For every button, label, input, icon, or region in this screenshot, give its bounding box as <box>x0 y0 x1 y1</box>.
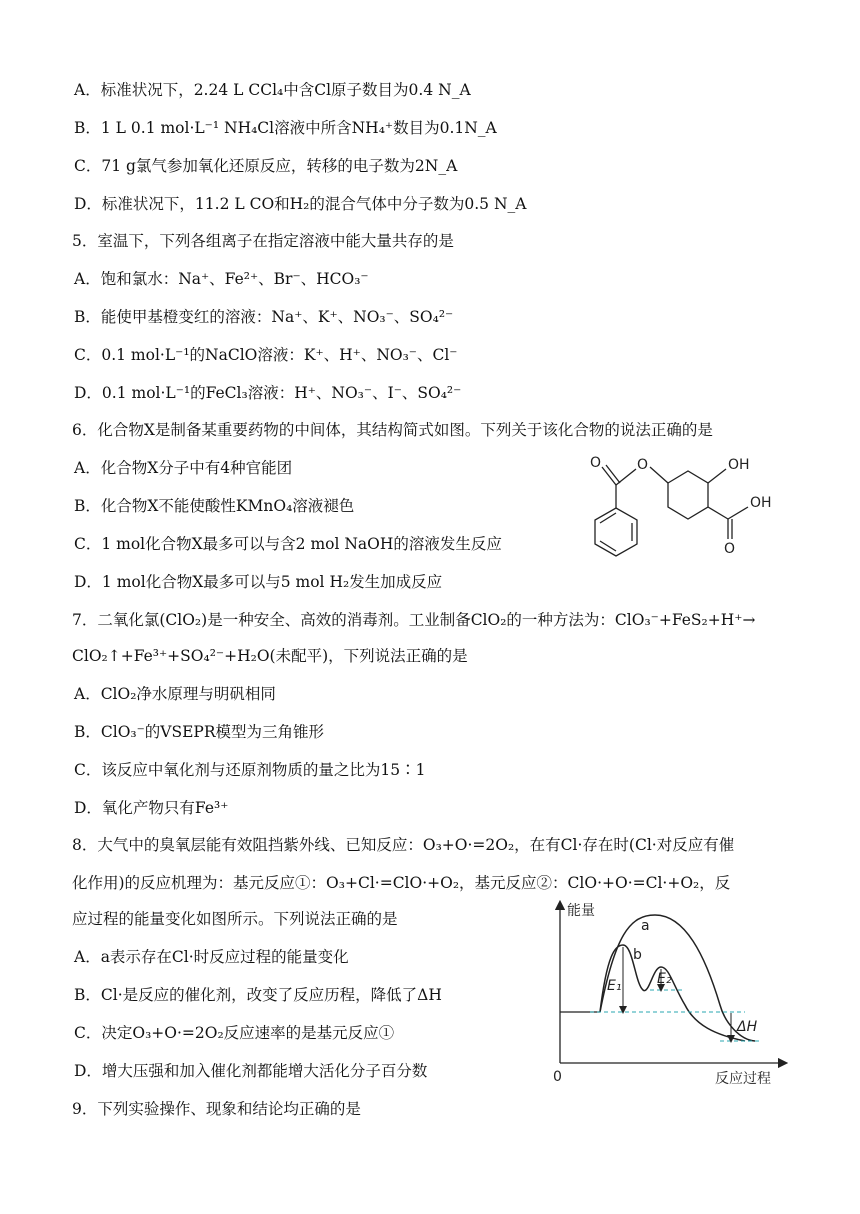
y-axis-label: 能量 <box>567 903 595 919</box>
origin-label: 0 <box>553 1069 562 1085</box>
q8-option-a: A．a表示存在Cl·时反应过程的能量变化 <box>74 948 349 966</box>
q7-stem-line2: ClO₂↑+Fe³⁺+SO₄²⁻+H₂O(未配平)，下列说法正确的是 <box>72 647 468 665</box>
curve-a-label: a <box>641 918 650 934</box>
energy-profile-diagram <box>545 895 790 1087</box>
curve-b <box>600 945 745 1041</box>
q5-option-c: C．0.1 mol·L⁻¹的NaClO溶液：K⁺、H⁺、NO₃⁻、Cl⁻ <box>74 346 458 364</box>
q4-option-a: A．标准状况下，2.24 L CCl₄中含Cl原子数目为0.4 N_A <box>74 81 471 99</box>
q4-option-c: C．71 g氯气参加氧化还原反应，转移的电子数为2N_A <box>74 157 458 175</box>
compound-x-structure <box>580 445 790 565</box>
q5-option-a: A．饱和氯水：Na⁺、Fe²⁺、Br⁻、HCO₃⁻ <box>74 270 369 288</box>
q4-option-d: D．标准状况下，11.2 L CO和H₂的混合气体中分子数为0.5 N_A <box>74 195 527 213</box>
q8-option-c: C．决定O₃+O·=2O₂反应速率的是基元反应① <box>74 1024 395 1042</box>
q7-option-c: C．该反应中氧化剂与还原剂物质的量之比为15∶1 <box>74 761 426 779</box>
q8-option-d: D．增大压强和加入催化剂都能增大活化分子百分数 <box>74 1062 428 1080</box>
q5-stem: 5．室温下，下列各组离子在指定溶液中能大量共存的是 <box>72 232 454 250</box>
q7-option-a: A．ClO₂净水原理与明矾相同 <box>74 685 276 703</box>
q7-stem-line1: 7．二氧化氯(ClO₂)是一种安全、高效的消毒剂。工业制备ClO₂的一种方法为：ClO₃⁻+FeS₂+H⁺→ <box>72 611 756 629</box>
q5-option-b: B．能使甲基橙变红的溶液：Na⁺、K⁺、NO₃⁻、SO₄²⁻ <box>74 308 454 326</box>
q6-option-a: A．化合物X分子中有4种官能团 <box>74 459 293 477</box>
q6-stem: 6．化合物X是制备某重要药物的中间体，其结构简式如图。下列关于该化合物的说法正确的是 <box>72 421 713 439</box>
q8-stem-line1: 8．大气中的臭氧层能有效阻挡紫外线、已知反应：O₃+O·=2O₂，在有Cl·存在时(Cl·对反应有催 <box>72 836 735 854</box>
q6-option-c: C．1 mol化合物X最多可以与含2 mol NaOH的溶液发生反应 <box>74 535 502 553</box>
structure-label-o-carbonyl: O <box>590 455 602 471</box>
q4-option-b: B．1 L 0.1 mol·L⁻¹ NH₄Cl溶液中所含NH₄⁺数目为0.1N_A <box>74 119 497 137</box>
q8-stem-line3: 应过程的能量变化如图所示。下列说法正确的是 <box>72 910 398 928</box>
e2-label: E₂ <box>657 971 672 987</box>
dh-label: ΔH <box>737 1019 758 1035</box>
q9-stem: 9．下列实验操作、现象和结论均正确的是 <box>72 1100 361 1118</box>
q6-option-b: B．化合物X不能使酸性KMnO₄溶液褪色 <box>74 497 355 515</box>
structure-label-cooh-oh: OH <box>750 495 772 511</box>
structure-label-o-ester: O <box>637 457 649 473</box>
q5-option-d: D．0.1 mol·L⁻¹的FeCl₃溶液：H⁺、NO₃⁻、I⁻、SO₄²⁻ <box>74 384 462 402</box>
q7-option-d: D．氧化产物只有Fe³⁺ <box>74 799 229 817</box>
x-axis-label: 反应过程 <box>715 1071 771 1087</box>
q8-option-b: B．Cl·是反应的催化剂，改变了反应历程，降低了ΔH <box>74 986 442 1004</box>
q8-stem-line2: 化作用)的反应机理为：基元反应①：O₃+Cl·=ClO·+O₂，基元反应②：ClO·+O·=Cl·+O₂，反 <box>72 874 731 892</box>
structure-label-oh: OH <box>728 457 750 473</box>
curve-b-label: b <box>633 947 642 963</box>
q7-option-b: B．ClO₃⁻的VSEPR模型为三角锥形 <box>74 723 325 741</box>
e1-label: E₁ <box>607 978 622 994</box>
structure-label-o-acid: O <box>724 541 736 557</box>
q6-option-d: D．1 mol化合物X最多可以与5 mol H₂发生加成反应 <box>74 573 443 591</box>
